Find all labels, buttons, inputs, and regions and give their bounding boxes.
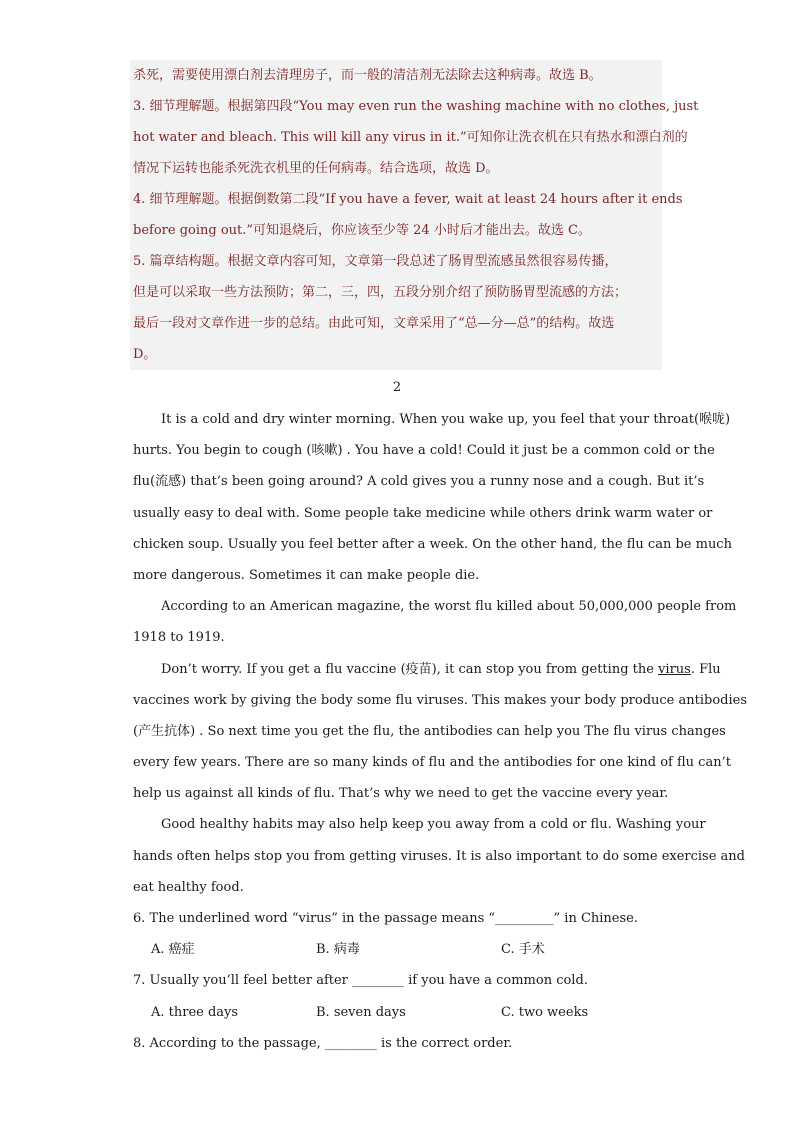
passage-line: vaccines work by giving the body some flu viruses. This makes your body produce antibodies	[133, 692, 748, 708]
answer-line: 杀死，需要使用漂白剂去清理房子，而一般的清洁剂无法除去这种病毒。故选 B。	[133, 68, 602, 83]
underlined-word: virus	[658, 661, 691, 677]
option-c: C. 手术	[501, 942, 545, 958]
option-a: A. 癌症	[151, 942, 195, 958]
passage-line: 1918 to 1919.	[133, 630, 225, 646]
passage-line: It is a cold and dry winter morning. When you wake up, you feel that your throat(喉咙)	[161, 412, 731, 427]
passage-text: Don’t worry. If you get a flu vaccine (疫苗), it can stop you from getting the	[161, 661, 659, 677]
answer-line: 5. 篇章结构题。根据文章内容可知，文章第一段总述了肠胃型流感虽然很容易传播，	[133, 254, 618, 269]
passage-line: hands often helps stop you from getting viruses. It is also important to do some exercise and	[133, 848, 746, 864]
passage-text: . Flu	[690, 661, 721, 677]
reading-passage	[133, 404, 748, 1059]
question-stem: 8. According to the passage, ________ is the correct order.	[133, 1035, 513, 1051]
passage-line: every few years. There are so many kinds of flu and the antibodies for one kind of flu can’t	[133, 755, 731, 771]
passage-line: more dangerous. Sometimes it can make people die.	[133, 567, 480, 583]
passage-line: According to an American magazine, the worst flu killed about 50,000,000 people from	[161, 599, 737, 615]
option-a: A. three days	[151, 1004, 239, 1020]
answer-explanation-box	[130, 60, 699, 370]
passage-line: (产生抗体) . So next time you get the flu, the antibodies can help you The flu virus changes	[133, 723, 726, 739]
passage-line: flu(流感) that’s been going around? A cold gives you a runny nose and a cough. But it’s	[133, 474, 705, 490]
question-stem: 6. The underlined word “virus” in the passage means “_________” in Chinese.	[133, 911, 638, 926]
passage-line: chicken soup. Usually you feel better after a week. On the other hand, the flu can be much	[133, 536, 732, 552]
option-b: B. seven days	[316, 1004, 406, 1020]
option-b: B. 病毒	[316, 942, 360, 958]
passage-line: usually easy to deal with. Some people take medicine while others drink warm water or	[133, 505, 713, 521]
answer-line: 3. 细节理解题。根据第四段“You may even run the washing machine with no clothes, just	[133, 99, 699, 114]
answer-line: D。	[133, 347, 157, 362]
passage-line: hurts. You begin to cough (咳嗽) . You have a cold! Could it just be a common cold or the	[133, 443, 715, 459]
answer-line: 但是可以采取一些方法预防；第二，三，四，五段分别介绍了预防肠胃型流感的方法；	[133, 285, 628, 300]
passage-line	[133, 654, 721, 685]
question-options	[133, 997, 661, 1028]
answer-line: before going out.”可知退烧后，你应该至少等 24 小时后才能出去。故选 C。	[133, 223, 591, 238]
passage-line: eat healthy food.	[133, 879, 244, 895]
passage-line: Good healthy habits may also help keep you away from a cold or flu. Washing your	[161, 817, 706, 833]
section-number: 2	[392, 380, 402, 395]
question-stem: 7. Usually you’ll feel better after ________ if you have a common cold.	[133, 973, 588, 989]
answer-line: hot water and bleach. This will kill any virus in it.”可知你让洗衣机在只有热水和漂白剂的	[133, 130, 688, 145]
answer-line: 情况下运转也能杀死洗衣机里的任何病毒。结合选项，故选 D。	[133, 161, 499, 176]
option-c: C. two weeks	[501, 1004, 589, 1020]
answer-line: 最后一段对文章作进一步的总结。由此可知，文章采用了“总—分—总”的结构。故选	[133, 316, 615, 331]
passage-line: help us against all kinds of flu. That’s why we need to get the vaccine every year.	[133, 786, 669, 802]
question-options	[133, 934, 661, 965]
answer-line: 4. 细节理解题。根据倒数第二段“If you have a fever, wait at least 24 hours after it ends	[133, 192, 683, 207]
